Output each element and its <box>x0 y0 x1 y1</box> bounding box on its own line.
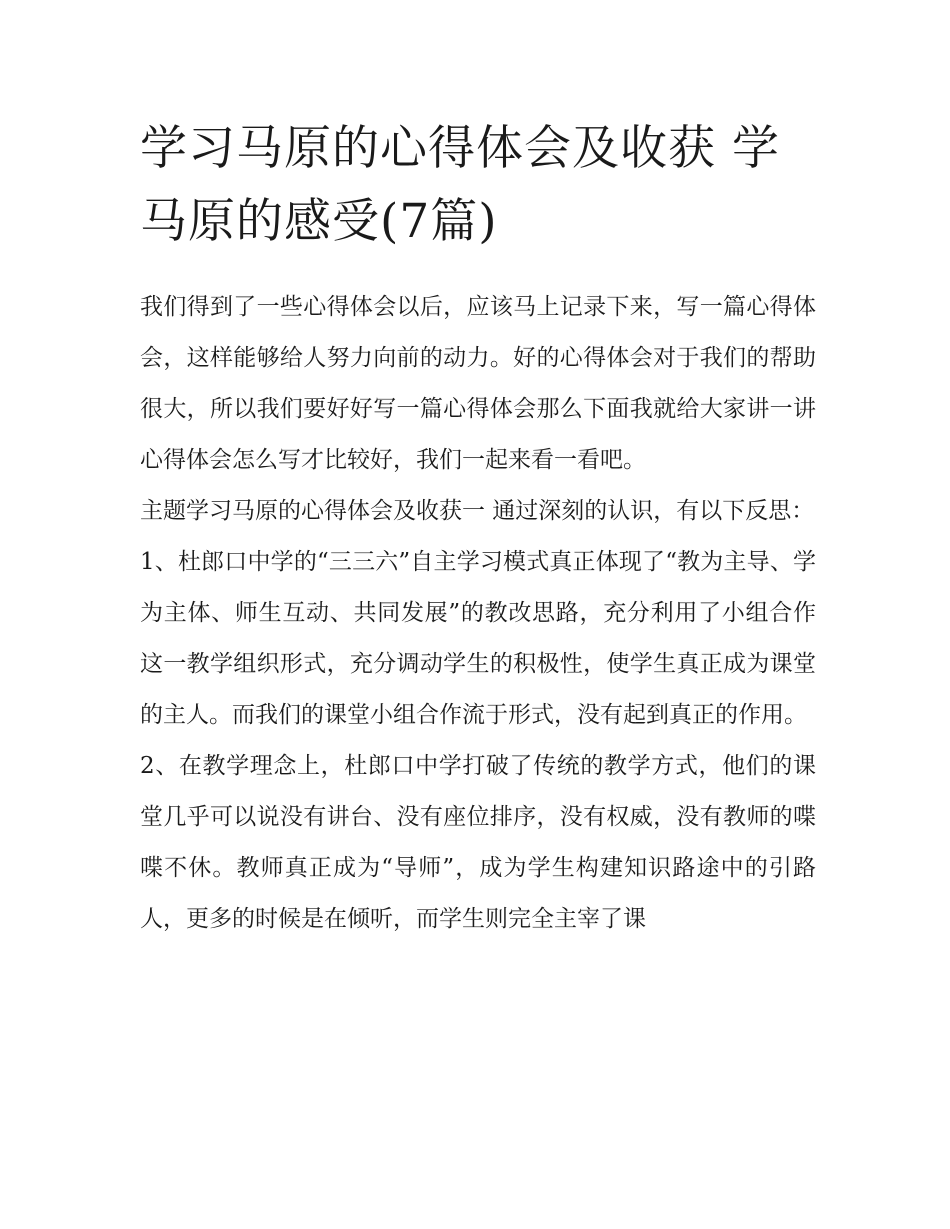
intro-paragraph: 我们得到了一些心得体会以后，应该马上记录下来，写一篇心得体会，这样能够给人努力向前的动力。好的心得体会对于我们的帮助很大，所以我们要好好写一篇心得体会那么下面我就给大家讲一讲心得体会怎么写才比较好，我们一起来看一看吧。 <box>140 294 816 473</box>
point-1-paragraph: 1、杜郎口中学的“三三六”自主学习模式真正体现了“教为主导、学为主体、师生互动、共同发展”的教改思路，充分利用了小组合作这一教学组织形式，充分调动学生的积极性，使学生真正成为课堂的主人。而我们的课堂小组合作流于形式，没有起到真正的作用。 <box>140 549 816 728</box>
section-heading-paragraph: 主题学习马原的心得体会及收获一 通过深刻的认识，有以下反思： <box>140 498 815 524</box>
point-2-paragraph: 2、在教学理念上，杜郎口中学打破了传统的教学方式，他们的课堂几乎可以说没有讲台、没有座位排序，没有权威，没有教师的喋喋不休。教师真正成为“导师”，成为学生构建知识路途中的引路人，更多的时候是在倾听，而学生则完全主宰了课 <box>140 753 816 932</box>
document-page <box>140 112 816 945</box>
document-title: 学习马原的心得体会及收获 学马原的感受(7篇) <box>140 121 780 249</box>
